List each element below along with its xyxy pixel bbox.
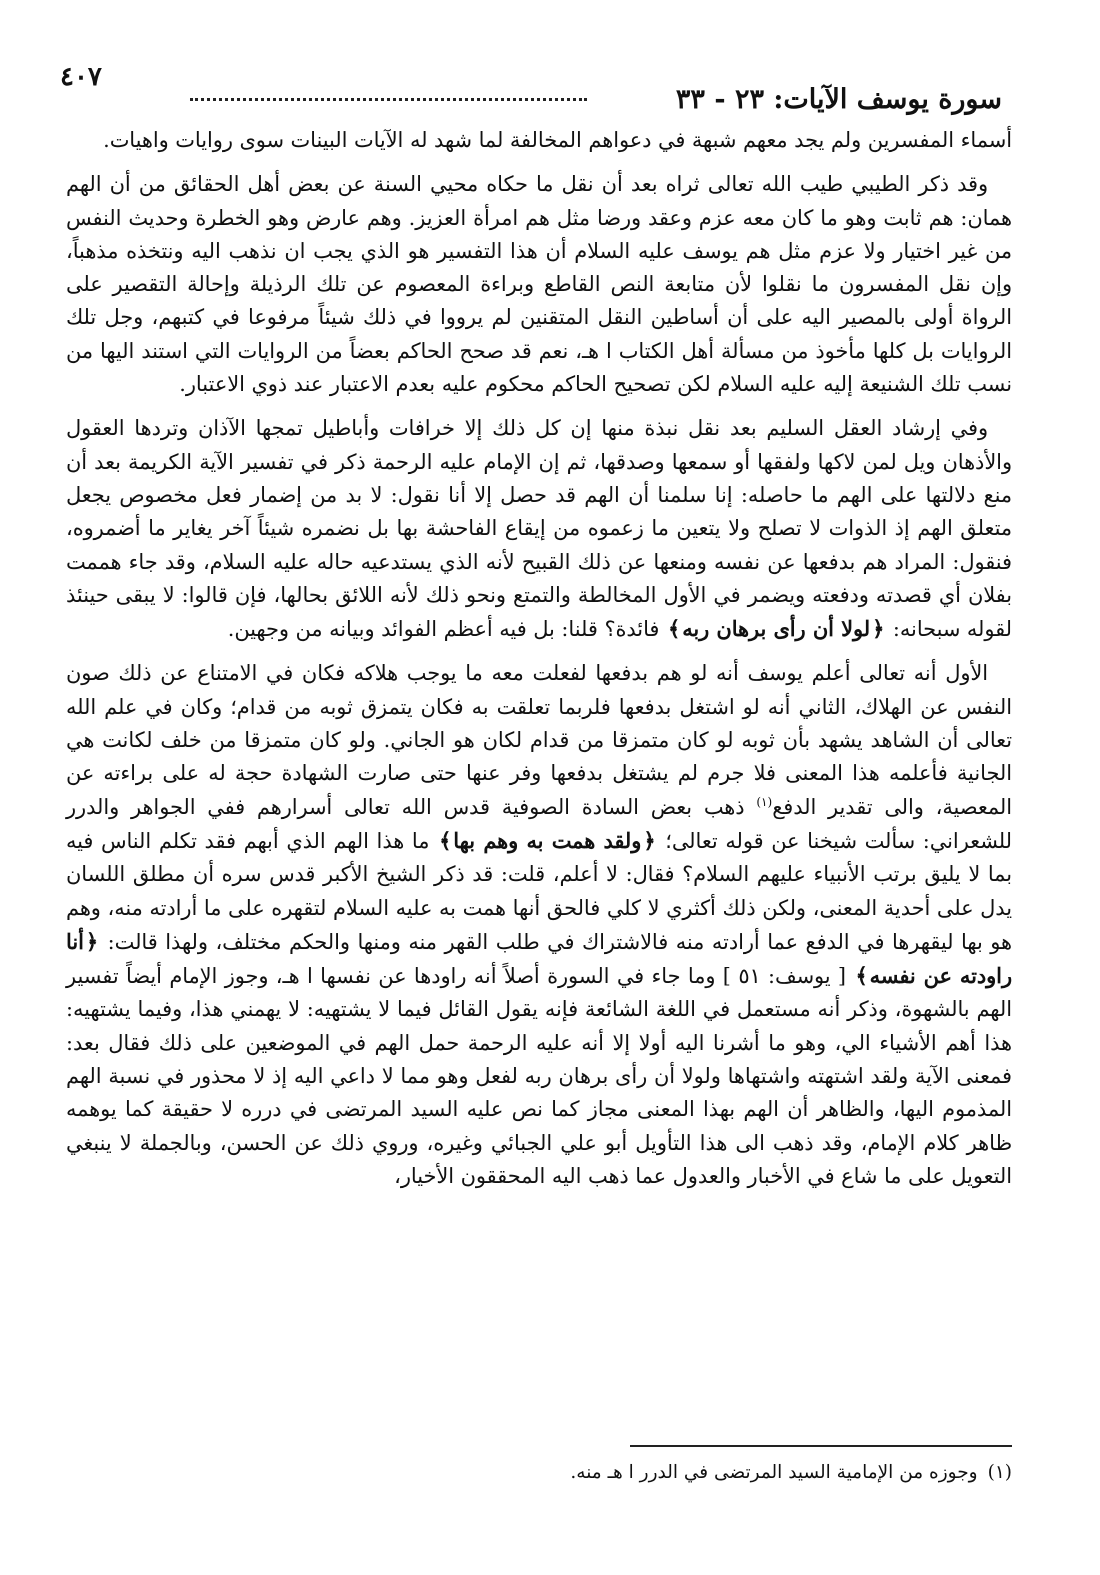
quran-verse: أنا راودته عن نفسه xyxy=(66,928,1012,989)
quran-verse: ولقد همت به وهم بها xyxy=(453,827,642,853)
ornate-brace-open: ﴿ xyxy=(643,827,656,853)
paragraph-4-text-d: وما جاء في السورة أصلاً أنه راودها عن نفسها ا هـ، وجوز الإمام أيضاً تفسير الهم بالشهوة، وذكر أنه مستعمل في اللغة الشائعة فإنه يقول القائل فيما لا يشتهيه: لا يهمني هذا، وفيما يشتهيه: هذا أهم الأشياء الي، وهو ما أشرنا اليه أولا إلا أنه عليه الرحمة حمل الهم في الموضعين على ذلك فقال بعد: فمعنى الآية ولقد اشتهته واشتهاها ولولا أن رأى برهان ربه لفعل وهو مما لا داعي اليه إذ لا محذور في نسبة الهم المذموم اليها، والظاهر أن الهم بهذا المعنى مجاز كما نص عليه السيد المرتضى في درره لا حقيقة كما يوهمه ظاهر كلام الإمام، وقد ذهب الى هذا التأويل أبو علي الجبائي وغيره، وروي ذلك عن الحسن، وبالجملة لا ينبغي التعويل على ما شاع في الأخبار والعدول عما ذهب اليه المحققون الأخيار، xyxy=(66,964,1012,1188)
paragraph-3-text-a: وفي إرشاد العقل السليم بعد نقل نبذة منها إن كل ذلك إلا خرافات وأباطيل تمجها الآذان وتردها العقول والأذهان ويل لمن لاكها ولفقها أو سمعها وصدقها، ثم إن الإمام عليه الرحمة ذكر في تفسير الآية الكريمة بعد أن منع دلالتها على الهم ما حاصله: إنا سلمنا أن الهم قد حصل إلا أنا نقول: لا بد من إضمار فعل مخصوص يجعل متعلق الهم إذ الذوات لا تصلح ولا يتعين ما زعموه من إيقاع الفاحشة بها بل نضمره شيئاً آخر يغاير ما أضمروه، فنقول: المراد هم بدفعها عن نفسه ومنعها عن ذلك القبيح لأنه الذي يستدعيه حاله عليه السلام، وقد جاء هممت بفلان أي قصدته ودفعته ويضمر في الأول المخالطة والتمتع ونحو ذلك لأنه اللائق بحالها، فإن قالوا: لا يبقى حينئذ لقوله سبحانه: xyxy=(66,416,1012,642)
paragraph-3 xyxy=(66,412,1012,646)
paragraph-3-text-b: فائدة؟ قلنا: بل فيه أعظم الفوائد وبيانه من وجهين. xyxy=(227,617,660,642)
paragraph-4-text-b: ذهب بعض السادة الصوفية قدس الله تعالى أسرارهم ففي الجواهر والدرر للشعراني: سألت شيخنا عن قوله تعالى؛ xyxy=(66,794,1012,853)
footnote-number: (١) xyxy=(987,1462,1012,1483)
running-title: سورة يوسف الآيات: ٢٣ - ٣٣ xyxy=(675,84,1002,115)
paragraph-2: وقد ذكر الطيبي طيب الله تعالى ثراه بعد أن نقل ما حكاه محيي السنة عن بعض أهل الحقائق من أن الهم همان: هم ثابت وهو ما كان معه عزم وعقد ورضا مثل هم امرأة العزيز. وهم عارض وهو الخطرة وحديث النفس من غير اختيار ولا عزم مثل هم يوسف عليه السلام أن هذا التفسير هو الذي يجب ان نذهب اليه ونتخذه مذهباً، وإن نقل المفسرون ما نقلوا لأن متابعة النص القاطع وبراءة المعصوم عن تلك الرذيلة وإحالة التقصير على الرواة أولى بالمصير اليه على أن أساطين النقل المتقنين لم يرووا في ذلك شيئاً مرفوعا في كتبهم، وجل تلك الروايات بل كلها مأخوذ من مسألة أهل الكتاب ا هـ، نعم قد صحح الحاكم بعضاً من الروايات التي استند اليها من نسب تلك الشنيعة إليه عليه السلام لكن تصحيح الحاكم محكوم عليه بعدم الاعتبار عند ذوي الاعتبار. xyxy=(66,172,1012,397)
quran-verse: لولا أن رأى برهان ربه xyxy=(682,616,871,642)
ornate-brace-close: ﴾ xyxy=(439,827,452,853)
paragraph-4 xyxy=(66,657,1012,1193)
footnote-reference[interactable]: (١) xyxy=(756,794,773,809)
running-head xyxy=(60,62,1002,122)
footnote-text: وجوزه من الإمامية السيد المرتضى في الدرر ا هـ منه. xyxy=(570,1462,978,1483)
ornate-brace-open: ﴿ xyxy=(85,928,99,954)
body-text xyxy=(66,124,1012,1204)
ornate-brace-close: ﴾ xyxy=(855,963,868,989)
ornate-brace-open: ﴿ xyxy=(872,616,885,642)
ornate-brace-close: ﴾ xyxy=(668,616,681,642)
footnote-divider xyxy=(630,1445,1012,1447)
page-number: ٤٠٧ xyxy=(60,62,102,92)
paragraph-1: أسماء المفسرين ولم يجد معهم شبهة في دعواهم المخالفة لما شهد له الآيات البينات سوى روايات واهيات. xyxy=(103,128,1012,152)
verse-citation: [ يوسف: ٥١ ] xyxy=(722,964,847,989)
footnote xyxy=(66,1462,1012,1483)
paragraph-4-text-c: ما هذا الهم الذي أبهم فقد تكلم الناس فيه بما لا يليق برتب الأنبياء عليهم السلام؟ فقال: لا أعلم، قلت: قد ذكر الشيخ الأكبر قدس سره أن مطلق اللسان يدل على أحدية المعنى، ولكن ذلك أكثري لا كلي فالحق أنها همت به عليه السلام لتقهره على ما أرادته منه، وهم هو بها ليقهرها في الدفع عما أرادته منه فالاشتراك في طلب القهر منه ومنها والحكم مختلف، ولهذا قالت: xyxy=(66,828,1012,954)
dotted-leader xyxy=(190,98,587,101)
paragraph-4-text-a: الأول أنه تعالى أعلم يوسف أنه لو هم بدفعها لفعلت معه ما يوجب هلاكه فكان في الامتناع عن ذلك صون النفس عن الهلاك، الثاني أنه لو اشتغل بدفعها فلربما تعلقت به فكان يتمزق ثوبه من قدام؛ وكان في علم الله تعالى أن الشاهد يشهد بأن ثوبه لو كان متمزقا من قدام لكان هو الجاني. ولو كان متمزقا من خلف لكانت هي الجانية فأعلمه هذا المعنى فلا جرم لم يشتغل بدفعها وفر عنها حتى صارت الشهادة حجة له على براءته عن المعصية، والى تقدير الدفع xyxy=(66,661,1012,819)
